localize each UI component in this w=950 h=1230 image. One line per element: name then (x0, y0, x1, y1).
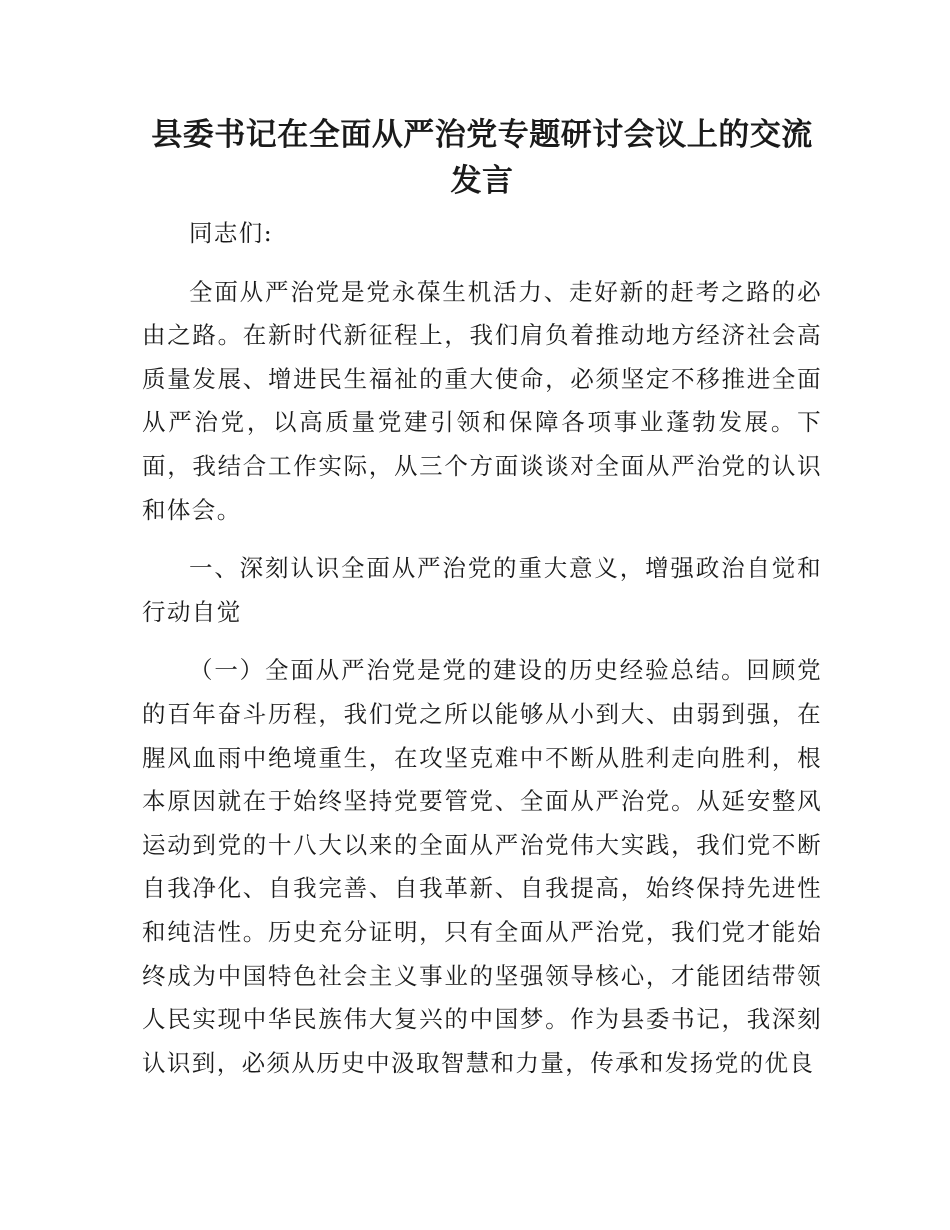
document-title: 县委书记在全面从严治党专题研讨会议上的交流发言 (151, 117, 813, 199)
paragraph-subsection-1: （一）全面从严治党是党的建设的历史经验总结。回顾党的百年奋斗历程，我们党之所以能够从小到大、由弱到强，在腥风血雨中绝境重生，在攻坚克难中不断从胜利走向胜利，根本原因就在于始终坚持党要管党、全面从严治党。从延安整风运动到党的十八大以来的全面从严治党伟大实践，我们党不断自我净化、自我完善、自我革新、自我提高，始终保持先进性和纯洁性。历史充分证明，只有全面从严治党，我们党才能始终成为中国特色社会主义事业的坚强领导核心，才能团结带领人民实现中华民族伟大复兴的中国梦。作为县委书记，我深刻认识到，必须从历史中汲取智慧和力量，传承和发扬党的优良 (142, 656, 822, 1077)
greeting: 同志们: (189, 219, 274, 247)
document-page (142, 112, 822, 1085)
section-heading-1: 一、深刻认识全面从严治党的重大意义，增强政治自觉和行动自觉 (142, 554, 822, 626)
paragraph-intro: 全面从严治党是党永葆生机活力、走好新的赶考之路的必由之路。在新时代新征程上，我们肩负着推动地方经济社会高质量发展、增进民生福祉的重大使命，必须坚定不移推进全面从严治党，以高质量党建引领和保障各项事业蓬勃发展。下面，我结合工作实际，从三个方面谈谈对全面从严治党的认识和体会。 (142, 277, 822, 524)
